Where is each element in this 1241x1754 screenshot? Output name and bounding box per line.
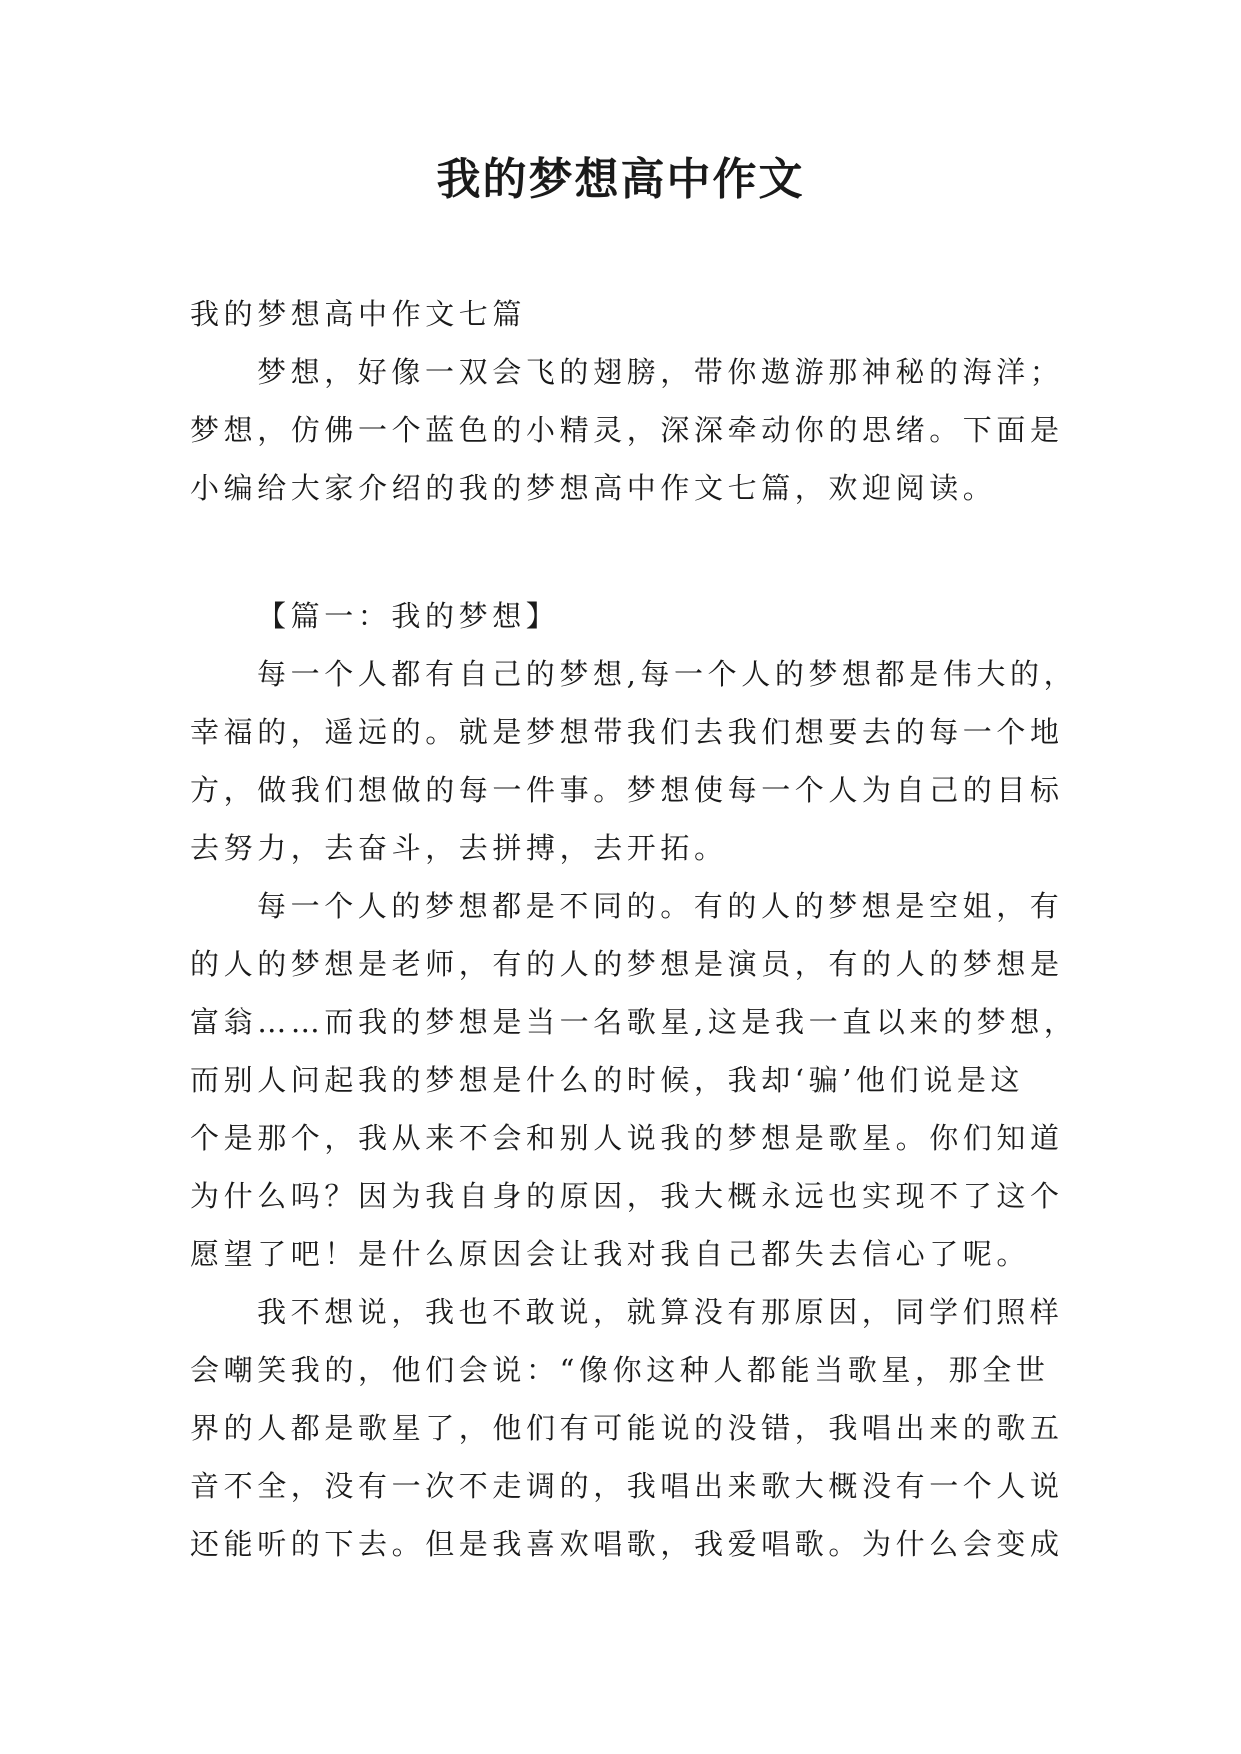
section-spacer	[190, 517, 1052, 587]
paragraph-line: 为什么吗？因为我自身的原因，我大概永远也实现不了这个	[190, 1179, 1064, 1213]
section-heading: 【篇一：我的梦想】	[257, 599, 560, 633]
paragraph-1	[190, 645, 1078, 877]
paragraph-line: 幸福的，遥远的。就是梦想带我们去我们想要去的每一个地	[190, 715, 1064, 749]
document-title: 我的梦想高中作文	[436, 154, 805, 205]
intro-line: 梦想，好像一双会飞的翅膀，带你遨游那神秘的海洋；	[257, 355, 1064, 389]
paragraph-line: 音不全，没有一次不走调的，我唱出来歌大概没有一个人说	[190, 1469, 1064, 1503]
intro-line: 小编给大家介绍的我的梦想高中作文七篇，欢迎阅读。	[190, 471, 997, 505]
document-subtitle: 我的梦想高中作文七篇	[190, 297, 527, 331]
paragraph-line: 方，做我们想做的每一件事。梦想使每一个人为自己的目标	[190, 773, 1064, 807]
paragraph-line: 还能听的下去。但是我喜欢唱歌，我爱唱歌。为什么会变成	[190, 1527, 1064, 1561]
intro-paragraph	[190, 343, 1064, 517]
paragraph-line: 富翁……而我的梦想是当一名歌星,这是我一直以来的梦想，	[190, 1005, 1078, 1039]
paragraph-line: 每一个人都有自己的梦想,每一个人的梦想都是伟大的，	[257, 657, 1078, 691]
paragraph-line: 界的人都是歌星了，他们有可能说的没错，我唱出来的歌五	[190, 1411, 1064, 1445]
paragraph-line: 的人的梦想是老师，有的人的梦想是演员，有的人的梦想是	[190, 947, 1064, 981]
paragraph-line: 个是那个，我从来不会和别人说我的梦想是歌星。你们知道	[190, 1121, 1064, 1155]
paragraph-line: 愿望了吧！是什么原因会让我对我自己都失去信心了呢。	[190, 1237, 1031, 1271]
document-body	[190, 285, 1078, 1573]
paragraph-3	[190, 1283, 1064, 1573]
intro-line: 梦想，仿佛一个蓝色的小精灵，深深牵动你的思绪。下面是	[190, 413, 1064, 447]
paragraph-line: 我不想说，我也不敢说，就算没有那原因，同学们照样	[257, 1295, 1064, 1329]
paragraph-2	[190, 877, 1078, 1283]
paragraph-line: 而别人问起我的梦想是什么的时候，我却‘骗’他们说是这	[190, 1063, 1025, 1097]
paragraph-line: 每一个人的梦想都是不同的。有的人的梦想是空姐，有	[257, 889, 1064, 923]
paragraph-line: 会嘲笑我的，他们会说：“像你这种人都能当歌星，那全世	[190, 1353, 1050, 1387]
paragraph-line: 去努力，去奋斗，去拼搏，去开拓。	[190, 831, 728, 865]
